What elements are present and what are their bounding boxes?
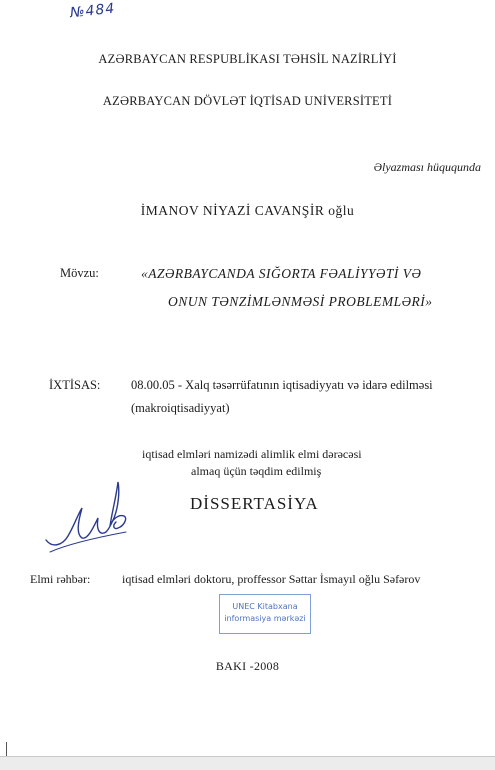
place-and-year: BAKI -2008	[215, 659, 280, 673]
topic-title-line-2: ONUN TƏNZİMLƏNMƏSİ PROBLEMLƏRİ»	[168, 294, 433, 309]
purpose-line-2: almaq üçün təqdim edilmiş	[191, 464, 322, 478]
supervisor-label: Elmi rəhbər:	[30, 572, 91, 586]
handwritten-number: №484	[69, 0, 117, 22]
topic-title-line-1: «AZƏRBAYCANDA SIĞORTA FƏALİYYƏTİ VƏ	[141, 266, 422, 281]
ministry-heading: AZƏRBAYCAN RESPUBLİKASI TƏHSİL NAZİRLİYİ	[98, 52, 397, 66]
scan-bottom-border	[0, 757, 495, 770]
specialty-line-1: 08.00.05 - Xalq təsərrüfatının iqtisadiyyatı və idarə edilməsi	[131, 378, 433, 392]
purpose-line-1: iqtisad elmləri namizədi alimlik elmi dərəcəsi	[142, 447, 362, 461]
specialty-line-2: (makroiqtisadiyyat)	[131, 401, 230, 415]
university-heading: AZƏRBAYCAN DÖVLƏT İQTİSAD UNİVERSİTETİ	[102, 94, 393, 108]
author-name: İMANOV NİYAZİ CAVANŞİR oğlu	[140, 203, 355, 218]
supervisor-name: iqtisad elmləri doktoru, proffessor Səttar İsmayıl oğlu Səfərov	[122, 572, 421, 586]
signature-icon	[38, 478, 138, 558]
rights-notice: Əlyazması hüququnda	[373, 160, 481, 174]
specialty-label: İXTİSAS:	[49, 378, 101, 392]
document-type-title: DİSSERTASİYA	[190, 494, 319, 513]
library-stamp	[219, 594, 311, 634]
topic-label: Mövzu:	[60, 266, 99, 280]
stamp-line-2: informasiya mərkəzi	[224, 614, 306, 623]
stamp-line-1: UNEC Kitabxana	[232, 602, 298, 611]
